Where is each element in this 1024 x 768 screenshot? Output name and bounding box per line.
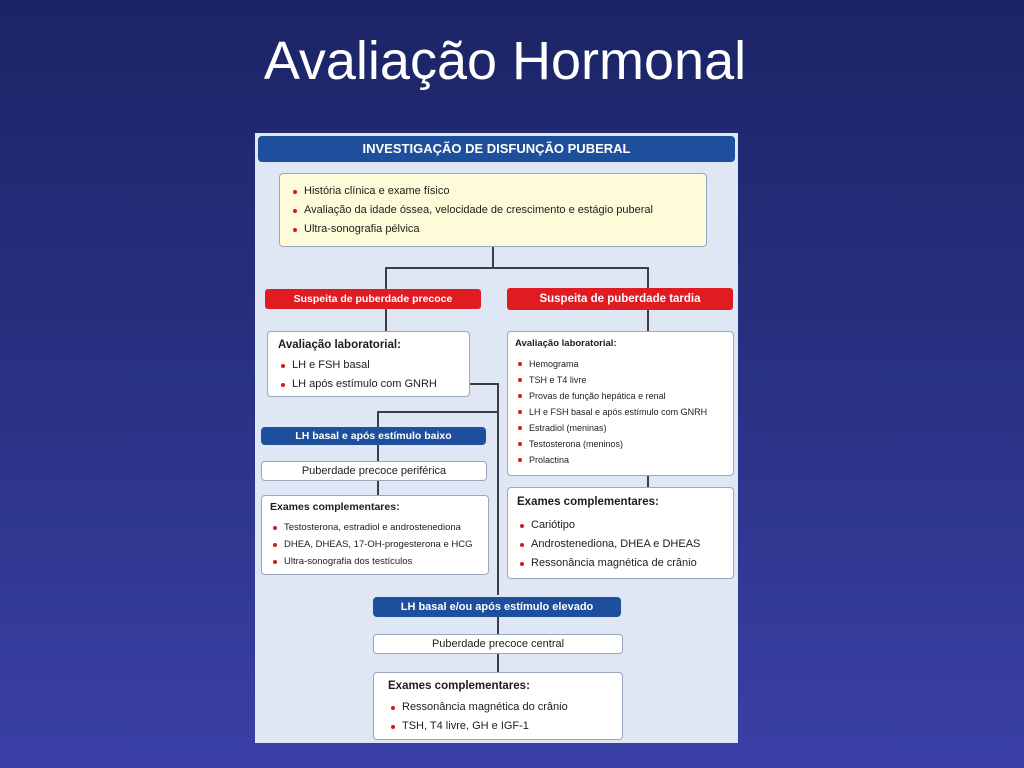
low-exams-box (261, 495, 489, 575)
list-item: Androstenediona, DHEA e DHEAS (517, 535, 724, 554)
list-item: Avaliação da idade óssea, velocidade de crescimento e estágio puberal (290, 201, 696, 220)
peripheral-result: Puberdade precoce periférica (261, 461, 487, 481)
connector (385, 267, 387, 289)
initial-evaluation-box (279, 173, 707, 247)
connector (385, 309, 387, 331)
list-item: LH após estímulo com GNRH (278, 375, 459, 394)
connector (377, 411, 379, 427)
connector (377, 445, 379, 461)
connector (497, 383, 499, 595)
tardia-header: Suspeita de puberdade tardia (507, 288, 733, 310)
connector (647, 267, 649, 289)
main-header: INVESTIGAÇÃO DE DISFUNÇÃO PUBERAL (258, 136, 735, 162)
list-item: Ressonância magnética do crânio (388, 698, 608, 717)
connector (647, 309, 649, 331)
list-item: Prolactina (515, 452, 726, 468)
list-item: Testosterona, estradiol e androstenediona (270, 519, 480, 536)
list-item: Testosterona (meninos) (515, 436, 726, 452)
flowchart-panel (255, 133, 738, 743)
lab-title: Avaliação laboratorial: (515, 338, 617, 349)
connector (497, 654, 499, 672)
lab-title: Avaliação laboratorial: (278, 339, 401, 351)
connector (385, 267, 648, 269)
precoce-header: Suspeita de puberdade precoce (265, 289, 481, 309)
list-item: Ultra-sonografia dos testículos (270, 553, 480, 570)
lh-high-header: LH basal e/ou após estímulo elevado (373, 597, 621, 617)
slide-title: Avaliação Hormonal (263, 31, 747, 91)
connector (470, 383, 498, 385)
tardia-lab-box (507, 331, 734, 476)
connector (492, 247, 494, 269)
lh-low-header: LH basal e após estímulo baixo (261, 427, 486, 445)
connector (377, 411, 497, 413)
list-item: Hemograma (515, 356, 726, 372)
exams-title: Exames complementares: (388, 680, 530, 692)
central-result: Puberdade precoce central (373, 634, 623, 654)
list-item: TSH e T4 livre (515, 372, 726, 388)
list-item: História clínica e exame físico (290, 182, 696, 201)
list-item: LH e FSH basal (278, 356, 459, 375)
list-item: DHEA, DHEAS, 17-OH-progesterona e HCG (270, 536, 480, 553)
exams-title: Exames complementares: (270, 501, 400, 513)
list-item: TSH, T4 livre, GH e IGF-1 (388, 717, 608, 736)
connector (377, 481, 379, 495)
connector (647, 475, 649, 487)
list-item: Provas de função hepática e renal (515, 388, 726, 404)
list-item: Estradiol (meninas) (515, 420, 726, 436)
tardia-exams-box (507, 487, 734, 579)
list-item: Cariótipo (517, 516, 724, 535)
list-item: Ultra-sonografia pélvica (290, 220, 696, 239)
precoce-lab-box (267, 331, 470, 397)
list-item: Ressonância magnética de crânio (517, 554, 724, 573)
high-exams-box (373, 672, 623, 740)
exams-title: Exames complementares: (517, 496, 659, 508)
list-item: LH e FSH basal e após estímulo com GNRH (515, 404, 726, 420)
